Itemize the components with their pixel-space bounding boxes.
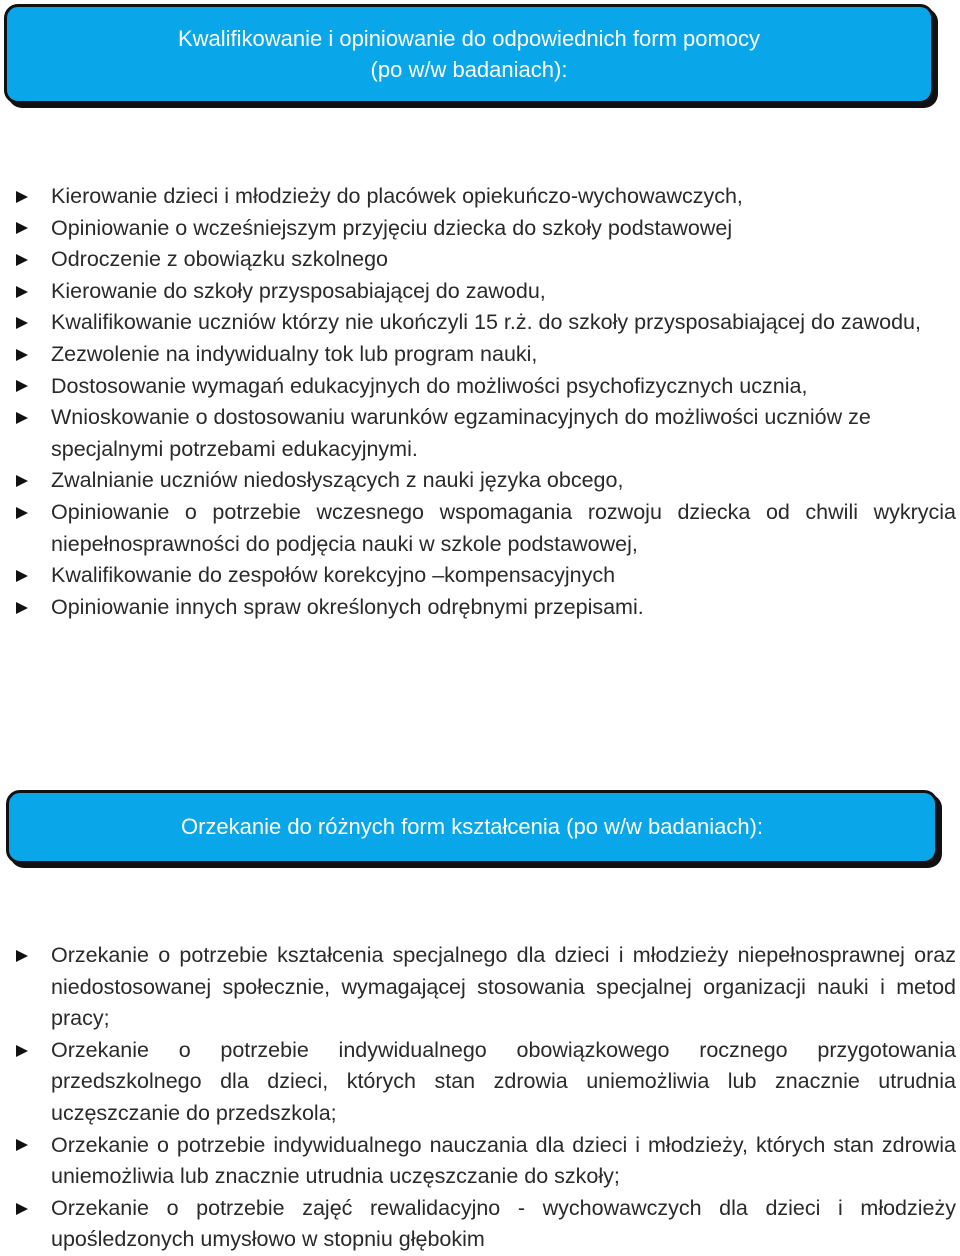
triangle-right-bullet-icon bbox=[16, 1130, 30, 1162]
list-item bbox=[16, 339, 956, 371]
list-item bbox=[16, 465, 956, 497]
triangle-right-bullet-icon bbox=[16, 1193, 30, 1225]
triangle-right-bullet-icon bbox=[16, 592, 30, 624]
triangle-right-bullet-icon bbox=[16, 276, 30, 308]
triangle-right-bullet-icon bbox=[16, 1035, 30, 1067]
triangle-right-bullet-icon bbox=[16, 213, 30, 245]
list-item bbox=[16, 940, 956, 1035]
triangle-right-bullet-icon bbox=[16, 244, 30, 276]
list-item bbox=[16, 213, 956, 245]
section-1-title-line-2: (po w/w badaniach): bbox=[370, 57, 568, 82]
triangle-right-bullet-icon bbox=[16, 940, 30, 972]
list-item-text: Wnioskowanie o dostosowaniu warunków egzaminacyjnych do możliwości uczniów ze specjalnymi potrzebami edukacyjnymi. bbox=[51, 405, 871, 461]
list-item-text: Zezwolenie na indywidualny tok lub program nauki, bbox=[51, 341, 538, 366]
triangle-right-bullet-icon bbox=[16, 497, 30, 529]
list-item-text: Odroczenie z obowiązku szkolnego bbox=[51, 247, 389, 272]
list-item-text: Dostosowanie wymagań edukacyjnych do możliwości psychofizycznych ucznia, bbox=[51, 373, 808, 398]
list-item-text: Opiniowanie o wcześniejszym przyjęciu dziecka do szkoły podstawowej bbox=[51, 215, 733, 240]
list-item-text: Kwalifikowanie do zespołów korekcyjno –kompensacyjnych bbox=[51, 563, 616, 588]
section-2-list bbox=[16, 940, 956, 1256]
list-item bbox=[16, 1035, 956, 1130]
list-item-text: Kwalifikowanie uczniów którzy nie ukończyli 15 r.ż. do szkoły przysposabiającej do zawodu, bbox=[51, 310, 921, 335]
section-2-header-banner bbox=[6, 790, 938, 864]
list-item bbox=[16, 560, 956, 592]
list-item-text: Opiniowanie innych spraw określonych odrębnymi przepisami. bbox=[51, 594, 644, 619]
list-item-text: Opiniowanie o potrzebie wczesnego wspomagania rozwoju dziecka od chwili wykrycia niepełnosprawności do podjęcia nauki w szkole podstawowej, bbox=[51, 499, 956, 556]
section-1-list bbox=[16, 181, 956, 623]
list-item bbox=[16, 181, 956, 213]
list-item-text: Kierowanie do szkoły przysposabiającej do zawodu, bbox=[51, 278, 546, 303]
list-item bbox=[16, 371, 956, 403]
list-item bbox=[16, 402, 956, 465]
list-item bbox=[16, 592, 956, 624]
triangle-right-bullet-icon bbox=[16, 560, 30, 592]
list-item-text: Orzekanie o potrzebie indywidualnego nauczania dla dzieci i młodzieży, których stan zdrowia uniemożliwia lub znacznie utrudnia uczęszczanie do szkoły; bbox=[51, 1132, 956, 1189]
list-item-text: Kierowanie dzieci i młodzieży do placówek opiekuńczo-wychowawczych, bbox=[51, 184, 743, 208]
triangle-right-bullet-icon bbox=[16, 307, 30, 339]
list-item-text: Orzekanie o potrzebie indywidualnego obowiązkowego rocznego przygotowania przedszkolnego dla dzieci, których stan zdrowia uniemożliwia lub znacznie utrudnia uczęszczanie do przedszkola; bbox=[51, 1037, 956, 1125]
section-1-title-line-1: Kwalifikowanie i opiniowanie do odpowiednich form pomocy bbox=[177, 26, 761, 51]
list-item bbox=[16, 1130, 956, 1193]
list-item-text: Zwalnianie uczniów niedosłyszących z nauki języka obcego, bbox=[51, 468, 624, 493]
list-item bbox=[16, 244, 956, 276]
section-1-header-banner bbox=[4, 4, 934, 104]
triangle-right-bullet-icon bbox=[16, 465, 30, 497]
section-2-title: Orzekanie do różnych form kształcenia (po w/w badaniach): bbox=[180, 814, 764, 839]
list-item bbox=[16, 497, 956, 560]
triangle-right-bullet-icon bbox=[16, 181, 30, 213]
list-item bbox=[16, 1193, 956, 1256]
list-item bbox=[16, 276, 956, 308]
triangle-right-bullet-icon bbox=[16, 402, 30, 434]
list-item-text: Orzekanie o potrzebie kształcenia specjalnego dla dzieci i młodzieży niepełnosprawnej oraz niedostosowanej społecznie, wymagającej stosowania specjalnej organizacji nauki i metod pracy; bbox=[51, 943, 956, 1031]
triangle-right-bullet-icon bbox=[16, 339, 30, 371]
list-item-text: Orzekanie o potrzebie zajęć rewalidacyjno - wychowawczych dla dzieci i młodzieży upośledzonych umysłowo w stopniu głębokim bbox=[51, 1195, 956, 1252]
list-item bbox=[16, 307, 956, 339]
triangle-right-bullet-icon bbox=[16, 371, 30, 403]
